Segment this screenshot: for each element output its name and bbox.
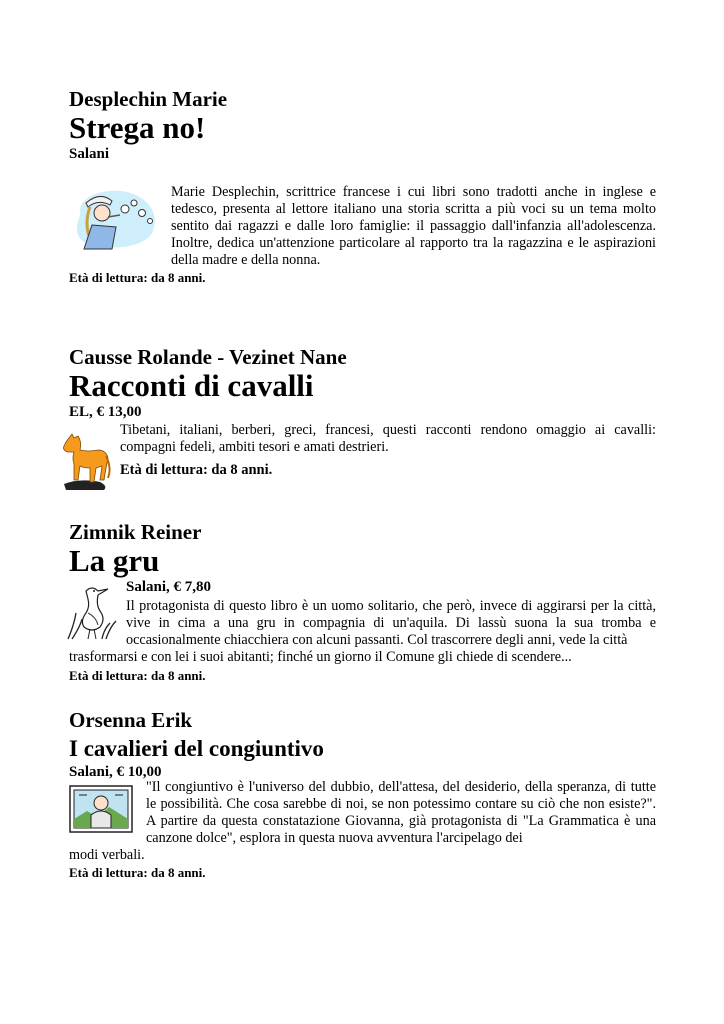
book-author: Orsenna Erik xyxy=(69,708,193,732)
book-publisher: Salani, € 10,00 xyxy=(69,764,162,780)
book-entry-1 xyxy=(69,87,656,163)
framed-picture-icon xyxy=(69,785,133,833)
book-entry-3 xyxy=(69,520,656,578)
book-description-continued: modi verbali. xyxy=(69,847,145,863)
book-author: Zimnik Reiner xyxy=(69,520,202,544)
book-title: Strega no! xyxy=(69,110,206,145)
book-body-1 xyxy=(171,184,656,269)
book-description: Tibetani, italiani, berberi, greci, francesi, questi racconti rendono omaggio ai cavalli: compagni fedeli, ambiti tesori e amati destrieri. xyxy=(120,422,656,455)
book-description: Marie Desplechin, scrittrice francese i cui libri sono tradotti anche in inglese e tedesco, presenta al lettore italiano una storia scritta a più voci su un tema molto sentito dai ragazzi e dalle loro famiglie: il passaggio dall'infanzia all'adolescenza. Inoltre, dedica un'attenzione particolare al rapporto tra la ragazzina e le aspirazioni della madre e della nonna. xyxy=(171,184,656,268)
book-body-3 xyxy=(126,578,656,649)
book-description: "Il congiuntivo è l'universo del dubbio, dell'attesa, del desiderio, della speranza, di tutte le possibilità. Che cosa sarebbe di noi, se non potessimo contare su ciò che non esiste?". A partire da questa constatazione Giovanna, già protagonista di "La Grammatica è una canzone dolce", esplora in questa nuova avventura l'arcipelago dei xyxy=(146,779,656,846)
book-tail-3 xyxy=(69,649,656,684)
book-age-1 xyxy=(69,270,656,286)
book-publisher: EL, € 13,00 xyxy=(69,404,142,420)
book-tail-4 xyxy=(69,847,656,881)
reading-age: Età di lettura: da 8 anni. xyxy=(69,270,206,285)
book-body-4 xyxy=(146,779,656,847)
book-publisher: Salani, € 7,80 xyxy=(126,579,212,595)
reading-age: Età di lettura: da 8 anni. xyxy=(69,668,206,683)
reading-age: Età di lettura: da 8 anni. xyxy=(69,865,206,880)
book-title: Racconti di cavalli xyxy=(69,368,314,403)
book-title: La gru xyxy=(69,543,160,578)
reading-age: Età di lettura: da 8 anni. xyxy=(120,462,273,478)
book-author: Desplechin Marie xyxy=(69,87,228,111)
book-description: Il protagonista di questo libro è un uomo solitario, che però, invece di aggirarsi per la città, vive in cima a una gru in compagnia di un'aquila. Di lassù suona la sua tromba e occasionalmente chiacchiera con alcuni passanti. Col trascorrere degli anni, vede la città xyxy=(126,598,656,648)
book-title: I cavalieri del congiuntivo xyxy=(69,736,324,761)
book-description-continued: trasformarsi e con lei i suoi abitanti; finché un giorno il Comune gli chiede di scendere... xyxy=(69,649,572,665)
book-author: Causse Rolande - Vezinet Nane xyxy=(69,345,347,369)
girl-blowing-bubbles-icon xyxy=(72,185,162,253)
horse-icon xyxy=(60,428,112,492)
book-entry-4 xyxy=(69,708,656,781)
book-entry-2 xyxy=(69,345,656,421)
book-publisher: Salani xyxy=(69,146,110,162)
book-body-2 xyxy=(120,422,656,479)
heron-icon xyxy=(66,583,118,641)
